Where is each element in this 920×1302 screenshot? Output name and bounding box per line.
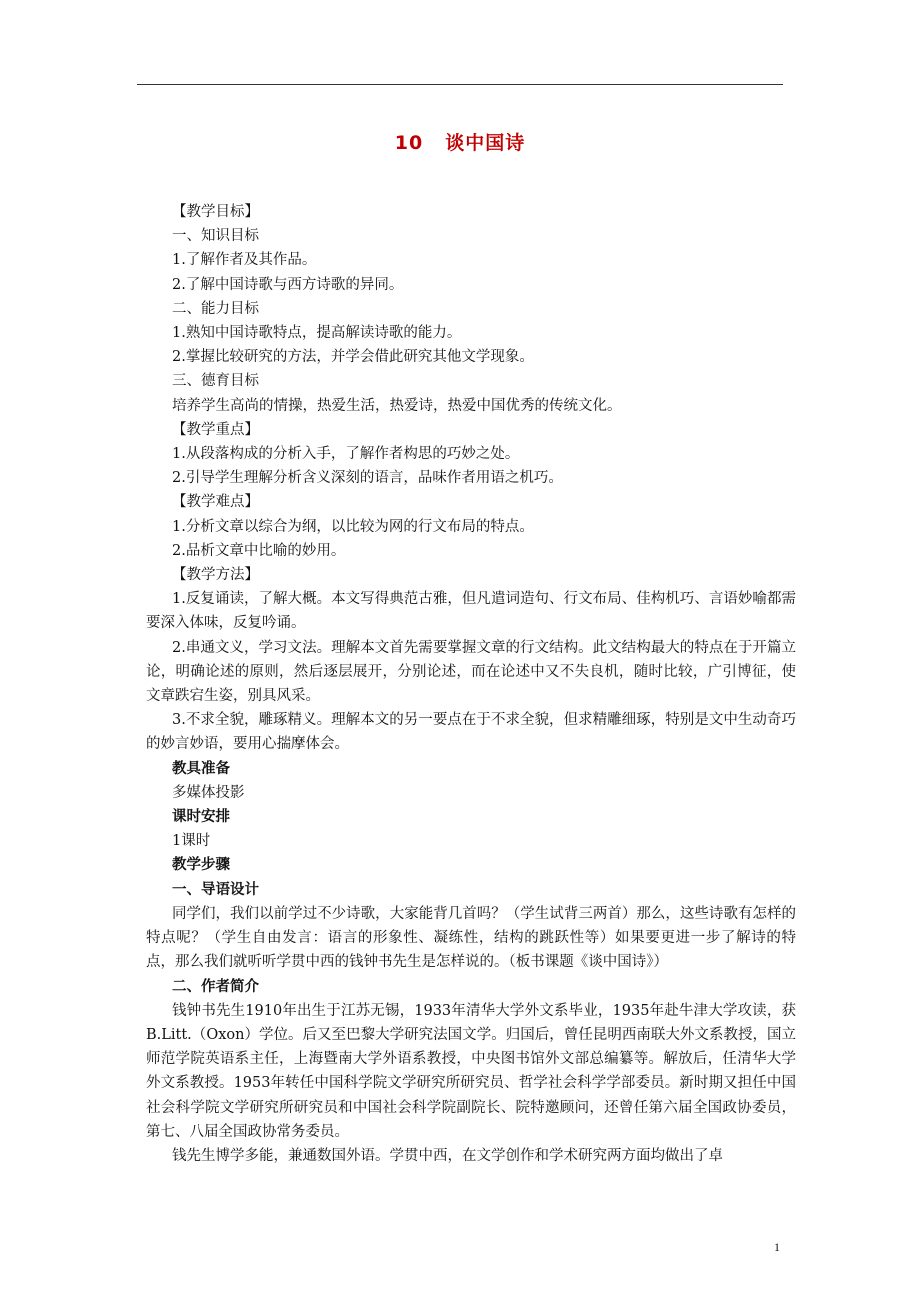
method-paragraph: 3.不求全貌，雕琢精义。理解本文的另一要点在于不求全貌，但求精雕细琢，特别是文中生动奇巧的妙言妙语，要用心揣摩体会。 <box>146 712 796 753</box>
header-rule <box>137 84 783 85</box>
text-line: 一、知识目标 <box>172 228 259 245</box>
section-heading: 二、作者简介 <box>172 978 259 995</box>
text-line: 【教学方法】 <box>172 567 259 584</box>
text-line: 【教学目标】 <box>172 204 259 220</box>
text-line: 多媒体投影 <box>172 784 245 801</box>
lesson-title: 谈中国诗 <box>445 132 526 154</box>
document-body <box>146 200 796 1168</box>
text-line: 【教学重点】 <box>172 421 259 438</box>
text-line: 【教学难点】 <box>172 494 259 511</box>
text-line: 1.熟知中国诗歌特点，提高解读诗歌的能力。 <box>172 325 462 342</box>
text-line: 培养学生高尚的情操，热爱生活，热爱诗，热爱中国优秀的传统文化。 <box>172 397 622 414</box>
text-line: 2.引导学生理解分析含义深刻的语言，品味作者用语之机巧。 <box>172 470 563 487</box>
section-heading: 教学步骤 <box>172 857 230 874</box>
method-paragraph: 1.反复诵读，了解大概。本文写得典范古雅，但凡遣词造句、行文布局、佳构机巧、言语妙喻都需要深入体味，反复吟诵。 <box>146 591 796 632</box>
author-paragraph: 钱钟书先生1910年出生于江苏无锡，1933年清华大学外文系毕业，1935年赴牛津大学攻读，获B.Litt.（Oxon）学位。后又至巴黎大学研究法国文学。归国后，曾任昆明西南联大外文系教授，国立师范学院英语系主任，上海暨南大学外语系教授，中央图书馆外文部总编纂等。解放后，任清华大学外文系教授。1953年转任中国科学院文学研究所研究员、哲学社会科学学部委员。新时期又担任中国社会科学院文学研究所研究员和中国社会科学院副院长、院特邀顾问，还曾任第六届全国政协委员，第七、八届全国政协常务委员。 <box>146 1002 796 1140</box>
text-line: 2.了解中国诗歌与西方诗歌的异同。 <box>172 276 404 293</box>
section-heading: 一、导语设计 <box>172 881 259 898</box>
text-line: 1课时 <box>172 833 211 850</box>
method-paragraph: 2.串通文义，学习文法。理解本文首先需要掌握文章的行文结构。此文结构最大的特点在于开篇立论，明确论述的原则，然后逐层展开，分别论述，而在论述中又不失良机，随时比较，广引博征，使文章跌宕生姿，别具风采。 <box>146 639 796 705</box>
intro-paragraph: 同学们，我们以前学过不少诗歌，大家能背几首吗？（学生试背三两首）那么，这些诗歌有怎样的特点呢？（学生自由发言：语言的形象性、凝练性，结构的跳跃性等）如果要更进一步了解诗的特点，那么我们就听听学贯中西的钱钟书先生是怎样说的。（板书课题《谈中国诗》） <box>146 905 796 971</box>
lesson-number: 10 <box>394 132 424 154</box>
text-line: 2.品析文章中比喻的妙用。 <box>172 542 346 559</box>
page-title <box>0 128 920 155</box>
text-line: 1.了解作者及其作品。 <box>172 252 317 269</box>
author-paragraph: 钱先生博学多能，兼通数国外语。学贯中西，在文学创作和学术研究两方面均做出了卓 <box>172 1147 723 1164</box>
text-line: 2.掌握比较研究的方法，并学会借此研究其他文学现象。 <box>172 349 534 366</box>
section-heading: 教具准备 <box>172 760 230 777</box>
text-line: 三、德育目标 <box>172 373 259 390</box>
section-heading: 课时安排 <box>172 809 230 826</box>
text-line: 1.从段落构成的分析入手，了解作者构思的巧妙之处。 <box>172 446 520 463</box>
text-line: 二、能力目标 <box>172 300 259 317</box>
text-line: 1.分析文章以综合为纲，以比较为网的行文布局的特点。 <box>172 518 534 535</box>
page-number: 1 <box>774 1240 780 1254</box>
